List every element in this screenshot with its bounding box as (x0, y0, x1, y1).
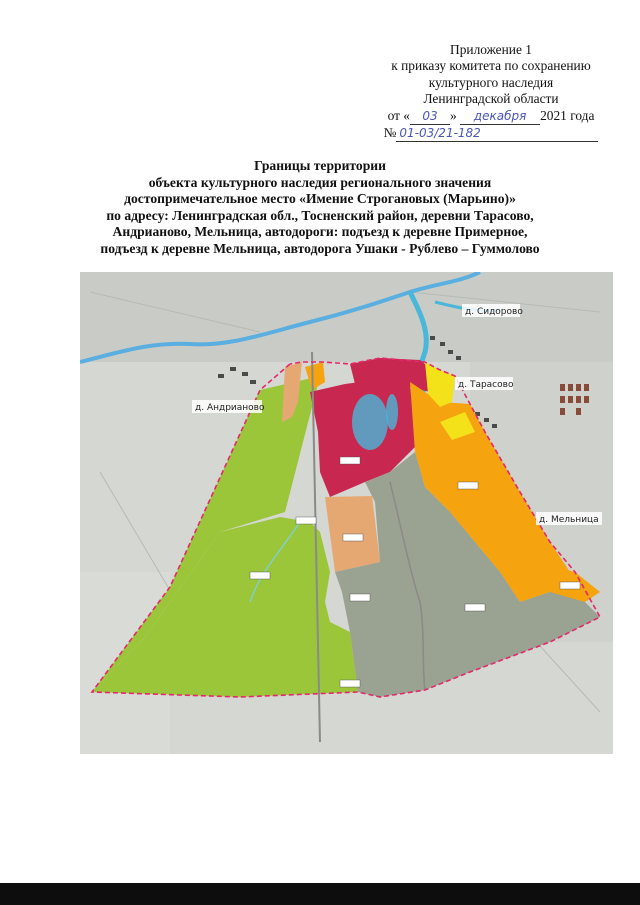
pond (352, 394, 388, 450)
date-mid: » (450, 107, 457, 123)
date-year: 2021 года (540, 107, 595, 123)
appendix-committee-line: культурного наследия (428, 74, 554, 90)
date-day-handwritten: 03 (410, 108, 450, 125)
map-svg (80, 272, 613, 754)
title-line-1: Границы территории (254, 158, 386, 173)
title-line-3: достопримечательное место «Имение Строгановых (Марьино)» (124, 191, 516, 207)
appendix-order-line: к приказу комитета по сохранению (391, 58, 591, 74)
appendix-number-line (360, 125, 622, 142)
appendix-block (360, 42, 622, 142)
title-line-2: объекта культурного наследия регионального значения (148, 174, 492, 190)
title-line-5: Андрианово, Мельница, автодороги: подъезд к деревне Примерное, (112, 224, 528, 240)
label-andrianovo: д. Андрианово (195, 403, 265, 413)
title-line-6: подъезд к деревне Мельница, автодорога Ушаки - Рублево – Гуммолово (100, 240, 540, 256)
order-number-handwritten: 01-03/21-182 (396, 125, 598, 142)
date-month-handwritten: декабря (460, 108, 540, 125)
appendix-date-line (360, 108, 622, 125)
appendix-region-line: Ленинградской области (423, 91, 559, 107)
document-title (60, 158, 580, 258)
number-prefix: № (383, 125, 397, 141)
label-tarasovo: д. Тарасово (458, 380, 514, 390)
label-sidorovo: д. Сидорово (465, 307, 523, 317)
territory-map (80, 272, 613, 754)
appendix-heading: Приложение 1 (450, 42, 532, 57)
date-prefix: от « (387, 107, 410, 123)
label-melnitsa: д. Мельница (539, 515, 599, 525)
scan-bottom-edge (0, 883, 640, 905)
title-line-4: по адресу: Ленинградская обл., Тосненский район, деревни Тарасово, (106, 207, 534, 223)
